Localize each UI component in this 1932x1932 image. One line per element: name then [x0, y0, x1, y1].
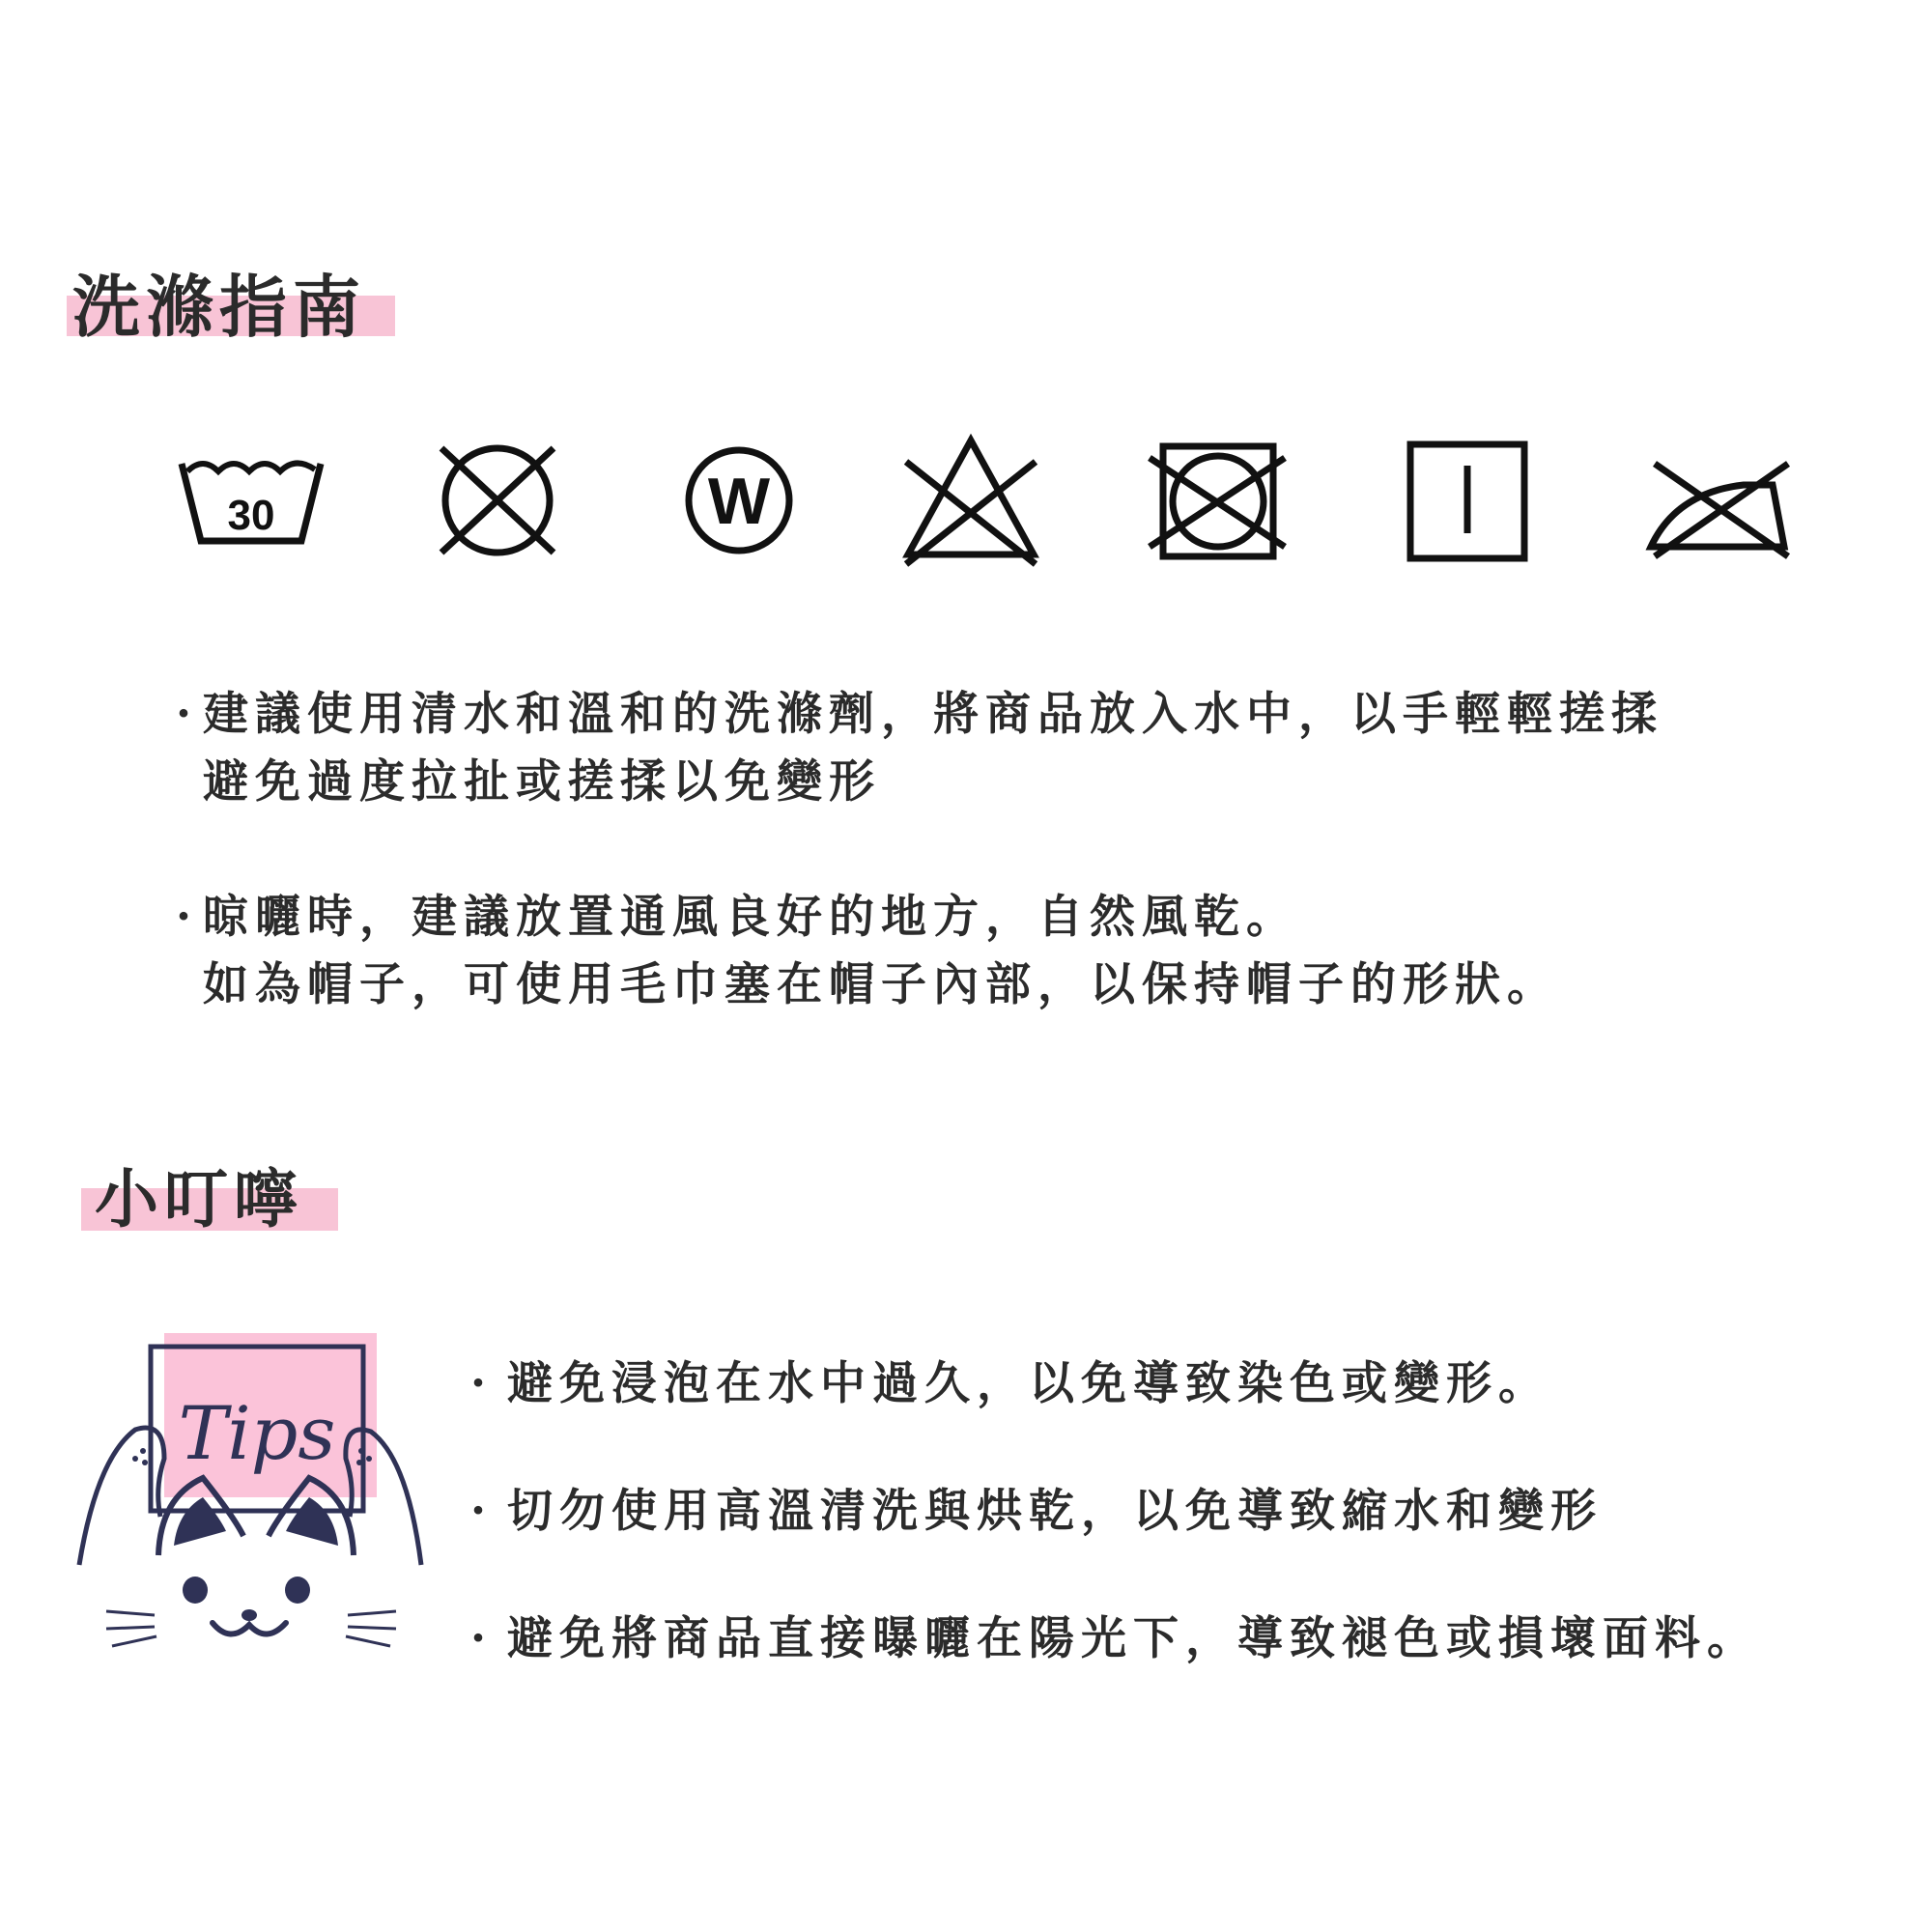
guide-item-line: 如為帽子，可使用毛巾塞在帽子內部，以保持帽子的形狀。: [203, 958, 1559, 1011]
do-not-bleach-icon: [898, 425, 1043, 570]
cat-tips-illustration: [68, 1333, 435, 1681]
bullet-dot: ・: [164, 895, 210, 940]
guide-title: 洗滌指南: [72, 268, 366, 347]
bullet-dot: ・: [459, 1490, 504, 1534]
tips-list: [459, 1350, 1759, 1733]
do-not-dry-tumble-box-icon: [1140, 425, 1294, 570]
care-symbols: [155, 425, 1816, 580]
cat-ear-left: [174, 1497, 226, 1546]
guide-item-line: 避免過度拉扯或搓揉以免變形: [203, 755, 881, 809]
list-item: [459, 1605, 1759, 1673]
list-item: [459, 1478, 1759, 1546]
wash-temp-label: 30: [227, 492, 275, 539]
tips-item-text: 避免浸泡在水中過久，以免導致染色或變形。: [507, 1357, 1550, 1410]
guide-heading: [72, 253, 366, 351]
wash-30-icon: [174, 425, 328, 570]
guide-item-line: 建議使用清水和溫和的洗滌劑，將商品放入水中，以手輕輕搓揉: [203, 688, 1663, 741]
tips-heading: [95, 1148, 303, 1239]
do-not-iron-icon: [1637, 425, 1802, 570]
bullet-dot: ・: [164, 693, 210, 737]
tips-item-text: 切勿使用高溫清洗與烘乾，以免導致縮水和變形: [507, 1485, 1603, 1538]
list-item: [155, 681, 1663, 816]
cat-eye-left: [183, 1577, 208, 1604]
list-item: [459, 1350, 1759, 1418]
tips-card-label: Tips: [178, 1390, 336, 1476]
list-item: [155, 884, 1663, 1019]
do-not-tumble-dry-icon: [430, 425, 565, 570]
bullet-dot: ・: [459, 1617, 504, 1662]
line-dry-icon: [1401, 425, 1536, 570]
wet-clean-icon: [676, 425, 802, 570]
cat-nose: [242, 1609, 257, 1621]
tips-title: 小叮嚀: [95, 1162, 303, 1236]
tips-item-text: 避免將商品直接曝曬在陽光下，導致褪色或損壞面料。: [507, 1612, 1759, 1665]
cat-ear-right: [286, 1497, 338, 1546]
guide-list: [155, 681, 1663, 1087]
cat-eye-right: [285, 1577, 310, 1604]
wet-clean-label: W: [707, 465, 771, 538]
bullet-dot: ・: [459, 1362, 504, 1406]
guide-item-line: 晾曬時，建議放置通風良好的地方，自然風乾。: [203, 891, 1298, 944]
